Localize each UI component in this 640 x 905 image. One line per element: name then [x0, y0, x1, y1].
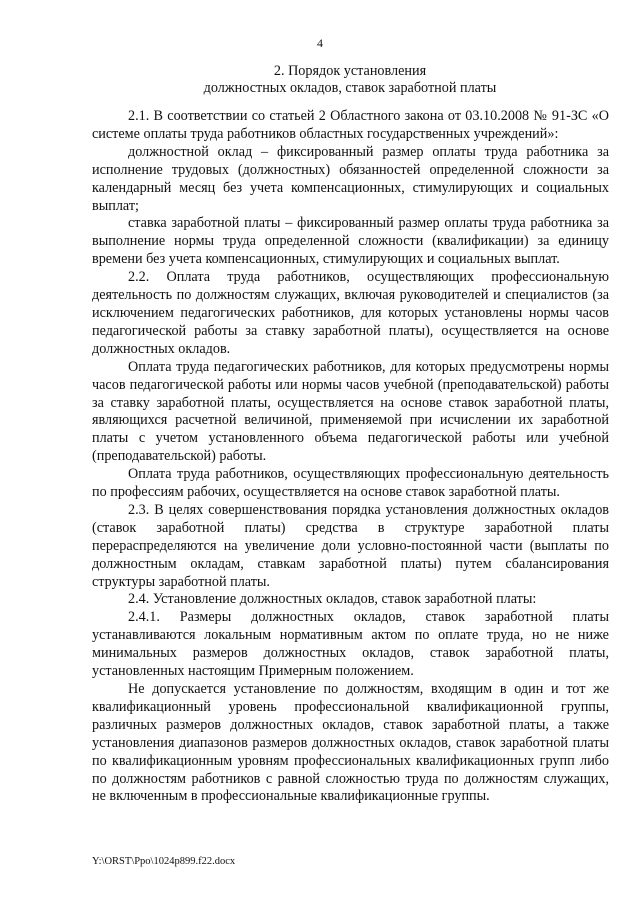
paragraph-teachers-pay: Оплата труда педагогических работников, для которых предусмотрены нормы часов педагогической работы или нормы часов учебной (преподавательской) работы за ставку заработной платы, осуществляется на основе ставок заработной платы, являющихся расчетной величиной, применяемой при исчислении их заработной платы с учетом установленного объема педагогической работы или учебной (преподавательской) работы. — [92, 358, 609, 465]
section-title — [90, 63, 610, 97]
paragraph-2-4: 2.4. Установление должностных окладов, ставок заработной платы: — [128, 591, 537, 608]
page-number: 4 — [317, 36, 323, 50]
paragraph-2-4-1: 2.4.1. Размеры должностных окладов, ставок заработной платы устанавливаются локальным нормативным актом по оплате труда, но не ниже минимальных размеров должностных окладов, ставок заработной платы, установленных настоящим Примерным положением. — [92, 609, 609, 680]
section-title-line-1: 2. Порядок установления — [273, 63, 427, 79]
paragraph-official-salary-definition: должностной оклад – фиксированный размер оплаты труда работника за исполнение трудовых (должностных) обязанностей определенной сложности за календарный месяц без учета компенсационных, стимулирующих и социальных выплат; — [92, 143, 609, 214]
paragraph-workers-pay: Оплата труда работников, осуществляющих профессиональную деятельность по профессиям рабочих, осуществляется на основе ставок заработной платы. — [92, 466, 609, 501]
file-path-footer: Y:\ORST\Ppo\1024p899.f22.docx — [92, 856, 236, 867]
paragraph-wage-rate-definition: ставка заработной платы – фиксированный размер оплаты труда работника за выполнение нормы труда определенной сложности (квалификации) за единицу времени без учета компенсационных, стимулирующих и социальных выплат. — [92, 215, 609, 268]
section-title-line-2: должностных окладов, ставок заработной платы — [203, 80, 497, 96]
paragraph-not-allowed: Не допускается установление по должностям, входящим в один и тот же квалификационный уровень профессиональной квалификационной группы, различных размеров должностных окладов, ставок заработной платы, а также установления диапазонов размеров должностных окладов, ставок заработной платы по квалификационным уровням профессиональных квалификационных групп либо по должностям работников с равной сложностью труда по должностям служащих, не включенным в профессиональные квалификационные группы. — [92, 681, 609, 805]
document-body — [92, 108, 609, 806]
paragraph-2-2: 2.2. Оплата труда работников, осуществляющих профессиональную деятельность по должностям служащих, включая руководителей и специалистов (за исключением педагогических работников, для которых установлены нормы часов педагогической работы за ставку заработной платы), осуществляется на основе должностных окладов. — [92, 269, 609, 357]
paragraph-2-3: 2.3. В целях совершенствования порядка установления должностных окладов (ставок заработной платы) средства в структуре заработной платы перераспределяются на увеличение доли условно-постоянной части (выплаты по должностным окладам, ставкам заработной платы) путем сбалансирования структуры заработной платы. — [92, 501, 609, 590]
paragraph-2-1: 2.1. В соответствии со статьей 2 Областного закона от 03.10.2008 № 91-ЗС «О системе оплаты труда работников областных государственных учреждений»: — [92, 108, 609, 142]
